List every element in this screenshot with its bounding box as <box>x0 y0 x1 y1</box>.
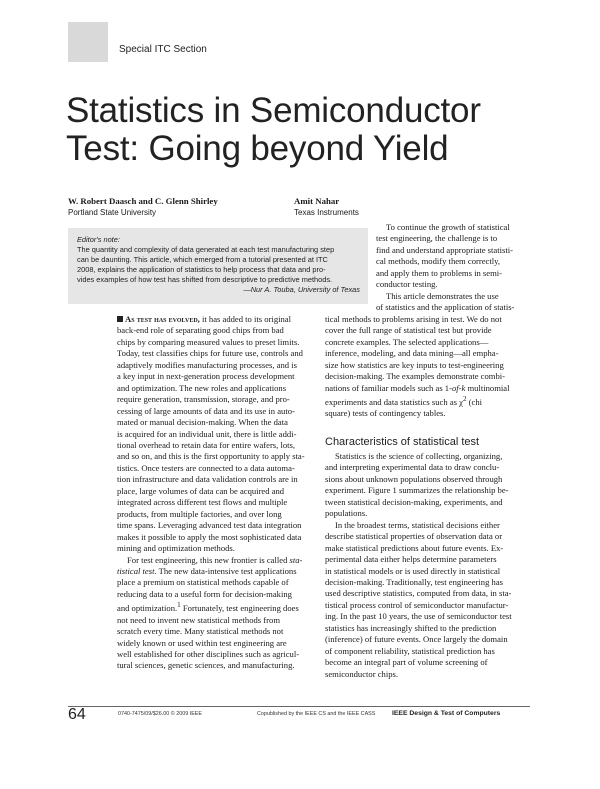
text-line: experiment. Figure 1 summarizes the relationship be- <box>325 485 509 496</box>
article-title <box>66 92 566 168</box>
text-line: and interpreting experimental data to draw conclu- <box>325 462 500 473</box>
text-line: and optimization. The new roles and applications <box>117 382 287 393</box>
body-column-left <box>117 314 317 672</box>
text-line: mining and optimization methods. <box>117 543 235 554</box>
text-line: time spans. Leveraging advanced test data integration <box>117 520 302 531</box>
text-line: well established for other disciplines such as agricul- <box>117 649 300 659</box>
text-line: nations of familiar models such as 1- <box>325 382 452 393</box>
author-names-left: W. Robert Daasch and C. Glenn Shirley <box>68 196 218 206</box>
body-column-right-section <box>325 451 530 680</box>
text-line: and apply them to problems in semi- <box>376 267 503 278</box>
title-line-2: Test: Going beyond Yield <box>66 129 449 168</box>
text-line: products, from multiple factories, and over long <box>117 508 282 519</box>
body-column-right-intro <box>325 314 530 420</box>
editor-note-signature: —Nur A. Touba, University of Texas <box>243 285 360 294</box>
text-line: cover the full range of statistical test but provide <box>325 325 492 336</box>
text-line: Today, test classifies chips for future use, controls and <box>117 348 303 359</box>
text-line: Statistics is the science of collecting, organizing, <box>335 451 503 461</box>
text-line: and optimization. <box>117 603 178 614</box>
text-line: make statistical predictions about future events. Ex- <box>325 542 504 553</box>
footer-rule <box>68 706 530 707</box>
superscript: 2 <box>462 395 467 404</box>
text-line: of statistics and the application of statis- <box>376 302 515 313</box>
text-line: is acquired for an individual unit, there is little addi- <box>117 428 297 439</box>
text-line: (inference) of future events. Once largely the domain <box>325 634 508 645</box>
text-line: test engineering, the challenge is to <box>376 233 498 244</box>
editor-note-body <box>77 245 360 285</box>
text-line: require generation, transmission, storage, and pro- <box>117 394 290 405</box>
text-line: place a premium on statistical methods capable of <box>117 577 289 588</box>
text-line: multinomial <box>465 382 510 393</box>
text-line: square) tests of contingency tables. <box>325 408 446 419</box>
text-line: ing. In the past 10 years, the use of semiconductor test <box>325 611 512 622</box>
text-line: size how statistics are key inputs to test-engineering <box>325 359 504 370</box>
text-line: widely known or used within test engineering are <box>117 637 287 648</box>
emphasis: tistical test <box>117 565 155 576</box>
author-block-right <box>294 196 359 218</box>
text-line: tween statistical decision-making, experiments, and <box>325 496 503 507</box>
text-line: not need to invent new statistical methods from <box>117 614 281 625</box>
text-line: tional overhead to retain data for entire wafers, lots, <box>117 439 296 450</box>
editor-note-line: The quantity and complexity of data generated at each test manufacturing step <box>77 245 335 254</box>
emphasis: sta- <box>289 554 303 565</box>
author-affiliation-left: Portland State University <box>68 208 157 217</box>
text-line: chips by comparing measured values to preset limits. <box>117 336 300 347</box>
text-line: conductor testing. <box>376 279 438 290</box>
text-line: In the broadest terms, statistical decisions either <box>335 519 500 530</box>
text-line: populations. <box>325 508 368 519</box>
text-line: (chi <box>466 397 483 408</box>
emphasis: of-k <box>451 382 466 393</box>
footer-copublished: Copublished by the IEEE CS and the IEEE CASS <box>257 711 376 717</box>
text-line: sions about unknown populations observed through <box>325 473 503 484</box>
text-line: tical methods to problems arising in test. We do not <box>325 314 502 324</box>
text-line: mated or manual decision-making. When the data <box>117 417 288 428</box>
text-line: decision-making. The examples demonstrate combi- <box>325 371 506 382</box>
text-line: used descriptive statistics, computed from data, in sta- <box>325 588 512 599</box>
text-line: of component reliability, statistical prediction has <box>325 645 495 656</box>
footer-journal-title: IEEE Design & Test of Computers <box>392 710 501 717</box>
text-line: makes it possible to apply the most sophisticated data <box>117 531 302 542</box>
author-block-left <box>68 196 218 218</box>
lead-in: As test has evolved, <box>125 314 200 324</box>
footer-issn: 0740-7475/09/$26.00 © 2009 IEEE <box>118 711 202 717</box>
text-line: a key input in next-generation process development <box>117 371 295 382</box>
text-line: tistical process control of semiconductor manufactur- <box>325 599 509 610</box>
text-line: tion infrastructure and data validation controls are in <box>117 474 298 485</box>
text-line: statistics has increasingly shifted to the prediction <box>325 622 497 633</box>
text-line: it has added to its original <box>199 314 292 324</box>
text-line: become an integral part of volume screening of <box>325 657 488 668</box>
footnote-ref: 1 <box>177 601 181 610</box>
text-line: back-end role of separating good chips from bad <box>117 325 284 336</box>
text-line: scratch every time. Many statistical methods not <box>117 626 284 637</box>
section-label: Special ITC Section <box>119 44 207 55</box>
intro-paragraph-right <box>376 222 530 314</box>
section-heading: Characteristics of statistical test <box>325 436 480 448</box>
editor-note-line: can be daunting. This article, which emerged from a tutorial presented at ITC <box>77 255 328 264</box>
text-line: and so on, and this is the first opportunity to apply sta- <box>117 451 305 462</box>
text-line: Fortunately, test engineering does <box>180 603 299 614</box>
text-line: For test engineering, this new frontier is called <box>127 554 290 565</box>
text-line: describe statistical properties of observation data or <box>325 531 503 542</box>
text-line: find and understand appropriate statisti- <box>376 244 513 255</box>
text-line: concrete examples. The selected applications— <box>325 336 489 347</box>
section-tab-block <box>68 22 108 62</box>
text-line: perimental data either helps determine parameters <box>325 554 497 565</box>
text-line: . The new data-intensive test applications <box>154 565 297 576</box>
text-line: tistics. Once testers are connected to a data automa- <box>117 462 295 473</box>
text-line: decision-making. Traditionally, test engineering has <box>325 576 503 587</box>
text-line: To continue the growth of statistical <box>386 222 510 232</box>
editor-note-line: 2008, explains the application of statistics to help process that data and pro- <box>77 265 326 274</box>
page-number: 64 <box>68 706 86 723</box>
text-line: This article demonstrates the use <box>386 290 499 301</box>
title-line-1: Statistics in Semiconductor <box>66 91 481 130</box>
text-line: semiconductor chips. <box>325 668 399 679</box>
editor-note-line: vides examples of how test has shifted from descriptive to predictive methods. <box>77 275 333 284</box>
editor-note-box <box>68 228 368 304</box>
text-line: cal methods, modify them correctly, <box>376 256 501 267</box>
text-line: place, large volumes of data can be acquired and <box>117 485 285 496</box>
author-names-right: Amit Nahar <box>294 196 340 206</box>
text-line: adaptively modifies manufacturing processes, and is <box>117 359 297 370</box>
text-line: reducing data to a useful form for decision-making <box>117 588 292 599</box>
text-line: cessing of large amounts of data and its use in auto- <box>117 405 295 416</box>
author-affiliation-right: Texas Instruments <box>294 208 359 217</box>
lead-square-icon <box>117 316 123 322</box>
text-line: integrated across different test flows and multiple <box>117 497 288 508</box>
editor-note-label: Editor's note: <box>77 235 120 244</box>
text-line: in statistical models or is used directly in statistical <box>325 565 501 576</box>
text-line: inference, modeling, and data mining—all empha- <box>325 348 499 359</box>
text-line: experiments and data statistics such as χ <box>325 397 463 408</box>
text-line: tural sciences, genetic sciences, and manufacturing. <box>117 660 295 671</box>
